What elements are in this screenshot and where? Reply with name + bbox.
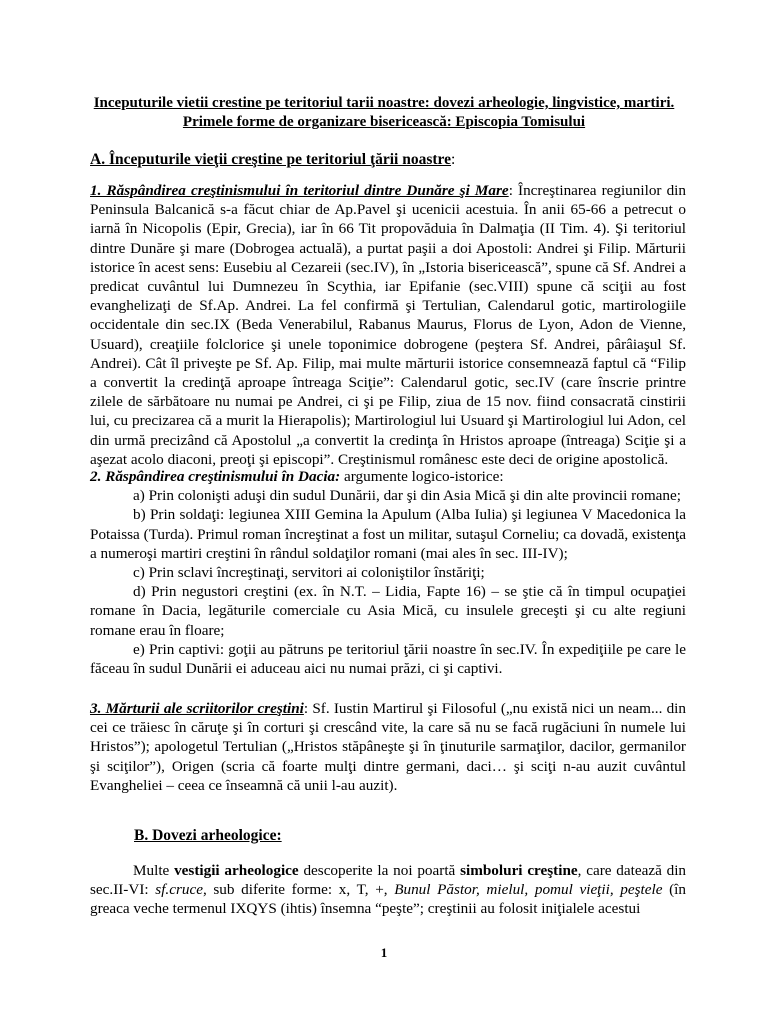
paragraph-2-heading: 2. Răspândirea creştinismului în Dacia: bbox=[90, 468, 341, 485]
paragraph-3-heading: 3. Mărturii ale scriitorilor creştini bbox=[90, 700, 304, 717]
paragraph-1 bbox=[90, 181, 686, 469]
list-item: a) Prin colonişti aduşi din sudul Dunării, dar şi din Asia Mică şi din alte provincii romane; bbox=[133, 487, 681, 505]
paragraph-b-text-3: , care datează din sec.II-VI: bbox=[90, 862, 687, 899]
paragraph-b-text-2: descoperite la noi poartă bbox=[298, 862, 461, 879]
page-number: 1 bbox=[380, 945, 388, 960]
section-b-heading bbox=[134, 826, 282, 845]
paragraph-3 bbox=[90, 699, 686, 795]
paragraph-b-bold-2: simboluri creştine bbox=[460, 862, 578, 879]
paragraph-2-intro: argumente logico-istorice: bbox=[340, 468, 504, 485]
list-item: e) Prin captivi: goţii au pătruns pe teritoriul ţării noastre în sec.IV. În expediţiile pe care le făceau în sudul Dunării ei aduceau aici nu numai prăzi, ci şi captivi. bbox=[90, 640, 686, 678]
paragraph-3-text: : Sf. Iustin Martirul şi Filosoful („nu există nici un neam... din cei ce trăiesc în căruţe şi în corturi şi crescând vite, la care să nu se facă rugăciuni în numele lui Hristos”); apologetul Tertulian („Hristos stăpâneşte şi în ţinuturile sarmaţilor, dacilor, germanilor şi sciţilor”), Origen (scria că foarte mulţi dintre germani, daci… şi sciţi n-au auzit cuvântul Evangheliei – ceea ce înseamnă că unii l-au auzit). bbox=[90, 700, 686, 794]
paragraph-b-text-1: Multe bbox=[133, 862, 175, 879]
section-a-colon: : bbox=[451, 151, 456, 168]
paragraph-1-text: : Încreştinarea regiunilor din Peninsula Balcanică s-a făcut chiar de Ap.Pavel şi ucenicii acestuia. În anii 65-66 a petrecut o iarnă în Nicopolis (Epir, Grecia), iar în 66 Tit propovăduia în Dalmaţia (II Tim. 4). Şi teritoriul dintre Dunăre şi mare (Dobrogea actuală), a purtat paşii a doi Apostoli: Andrei şi Filip. Mărturii istorice în acest sens: Eusebiu al Cezareii (sec.IV), în „Istoria bisericească”, spune că Sf. Andrei a predicat cuvântul lui Dumnezeu în Scythia, iar Epifanie (sec.VIII) spune că sciţii au fost evanghelizaţi de Sf.Ap. Andrei. La fel confirmă şi Tertulian, Calendarul gotic, martirologiile occidentale din sec.IX (Beda Venerabilul, Rabanus Maurus, Florus de Lyon, Adon de Vienne, Usuard), creaţiile folclorice şi unele toponimice dobrogene (peştera Sf. Andrei, pârâiaşul Sf. Andrei). Cât îl priveşte pe Sf. Ap. Filip, mai multe mărturii istorice consemnează faptul că “Filip a convertit la credinţă aproape întreaga Sciţie”: Calendarul gotic, sec.IV (care înscrie printre zilele de sărbătoare nu numai pe Andrei, ci şi pe Filip, ziua de 15 nov. fiind consacrată cinstirii lui, cu precizarea că a murit la Hierapolis); Martirologiul lui Usuard şi Martirologiul lui Adon, cel din urmă precizând că Apostolul „a convertit la credinţa în Hristos aproape (întreaga) Sciţie şi a aşezat acolo diaconi, preoţi şi episcopi”. Creştinismul românesc este deci de origine apostolică. bbox=[90, 182, 686, 468]
document-title-line-1: Inceputurile vietii crestine pe teritoriul tarii noastre: dovezi arheologie, lingvistice, martiri. bbox=[93, 95, 675, 111]
paragraph-b-italic-2: Bunul Păstor, mielul, pomul vieţii, peştele bbox=[394, 881, 663, 899]
list-item: d) Prin negustori creştini (ex. în N.T. – Lidia, Fapte 16) – se ştie că în timpul ocupaţiei romane în Dacia, legăturile comerciale cu Asia Mică, cu insulele greceşti şi cu alte regiuni romane erau în floare; bbox=[90, 583, 686, 639]
paragraph-b-text-4: , sub diferite forme: x, T, +, bbox=[202, 881, 395, 899]
paragraph-b-text-5: (în greaca veche termenul IXQYS (ihtis) însemna “peşte”; creştinii au folosit iniţialele acestui bbox=[90, 881, 687, 918]
paragraph-1-heading: 1. Răspândirea creştinismului în teritoriul dintre Dunăre şi Mare bbox=[90, 182, 509, 199]
paragraph-2-heading-line bbox=[90, 467, 686, 486]
list-item: c) Prin sclavi încreştinaţi, servitori ai coloniştilor înstăriţi; bbox=[133, 564, 485, 582]
paragraph-2 bbox=[90, 467, 686, 678]
section-a-heading bbox=[90, 150, 455, 169]
paragraph-b bbox=[90, 861, 686, 919]
document-title-line-2: Primele forme de organizare bisericească: Episcopia Tomisului bbox=[182, 114, 586, 130]
section-b-title: B. Dovezi arheologice: bbox=[134, 827, 282, 844]
section-a-title: A. Începuturile vieţii creştine pe teritoriul ţării noastre bbox=[90, 151, 452, 168]
paragraph-b-bold-1: vestigii arheologice bbox=[174, 862, 299, 879]
paragraph-b-italic-1: sf.cruce bbox=[155, 881, 203, 899]
list-item: b) Prin soldaţi: legiunea XIII Gemina la Apulum (Alba Iulia) şi legiunea V Macedonica la Potaissa (Turda). Primul roman încreştinat a fost un militar, sutaşul Corneliu; ca dovadă, existenţa a numeroşi martiri creştini în rândul soldaţilor romani (mai ales în sec. III-IV); bbox=[90, 506, 686, 562]
